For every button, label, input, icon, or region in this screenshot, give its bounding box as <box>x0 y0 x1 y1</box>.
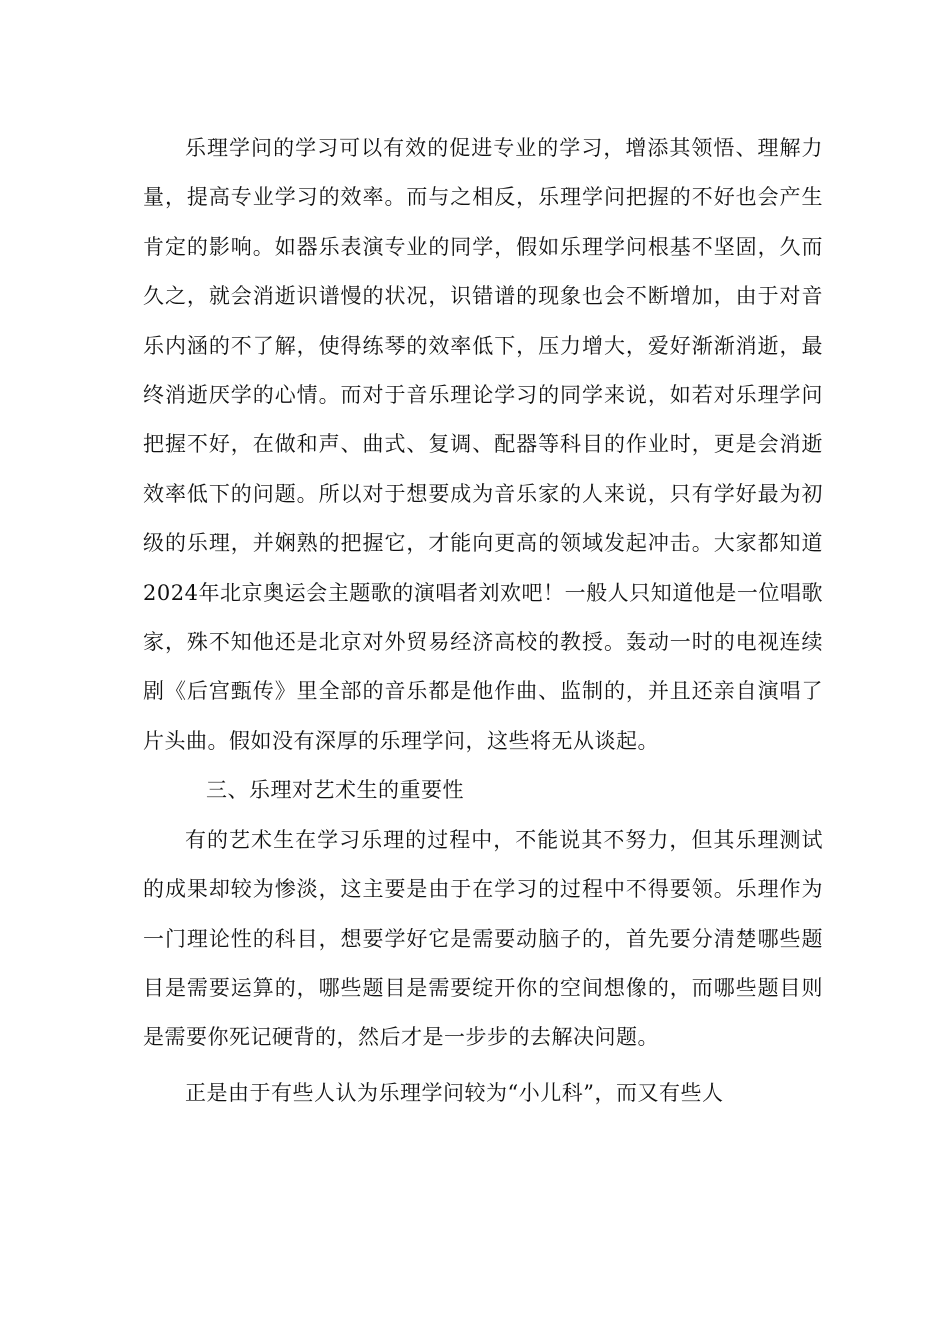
body-paragraph-1: 乐理学问的学习可以有效的促进专业的学习，增添其领悟、理解力量，提高专业学习的效率。而与之相反，乐理学问把握的不好也会产生肯定的影响。如器乐表演专业的同学，假如乐理学问根基不坚固，久而久之，就会消逝识谱慢的状况，识错谱的现象也会不断增加，由于对音乐内涵的不了解，使得练琴的效率低下，压力增大，爱好渐渐消逝，最终消逝厌学的心情。而对于音乐理论学习的同学来说，如若对乐理学问把握不好，在做和声、曲式、复调、配器等科目的作业时，更是会消逝效率低下的问题。所以对于想要成为音乐家的人来说，只有学好最为初级的乐理，并娴熟的把握它，才能向更高的领域发起冲击。大家都知道2024年北京奥运会主题歌的演唱者刘欢吧！一般人只知道他是一位唱歌家，殊不知他还是北京对外贸易经济高校的教授。轰动一时的电视连续剧《后宫甄传》里全部的音乐都是他作曲、监制的，并且还亲自演唱了片头曲。假如没有深厚的乐理学问，这些将无从谈起。 <box>143 136 823 753</box>
section-heading: 三、乐理对艺术生的重要性 <box>206 778 464 803</box>
document-page <box>143 124 823 1118</box>
body-paragraph-2: 有的艺术生在学习乐理的过程中，不能说其不努力，但其乐理测试的成果却较为惨淡，这主要是由于在学习的过程中不得要领。乐理作为一门理论性的科目，想要学好它是需要动脑子的，首先要分清楚哪些题目是需要运算的，哪些题目是需要绽开你的空间想像的，而哪些题目则是需要你死记硬背的，然后才是一步步的去解决问题。 <box>143 827 823 1050</box>
body-paragraph-3: 正是由于有些人认为乐理学问较为“小儿科”，而又有些人 <box>185 1080 724 1105</box>
